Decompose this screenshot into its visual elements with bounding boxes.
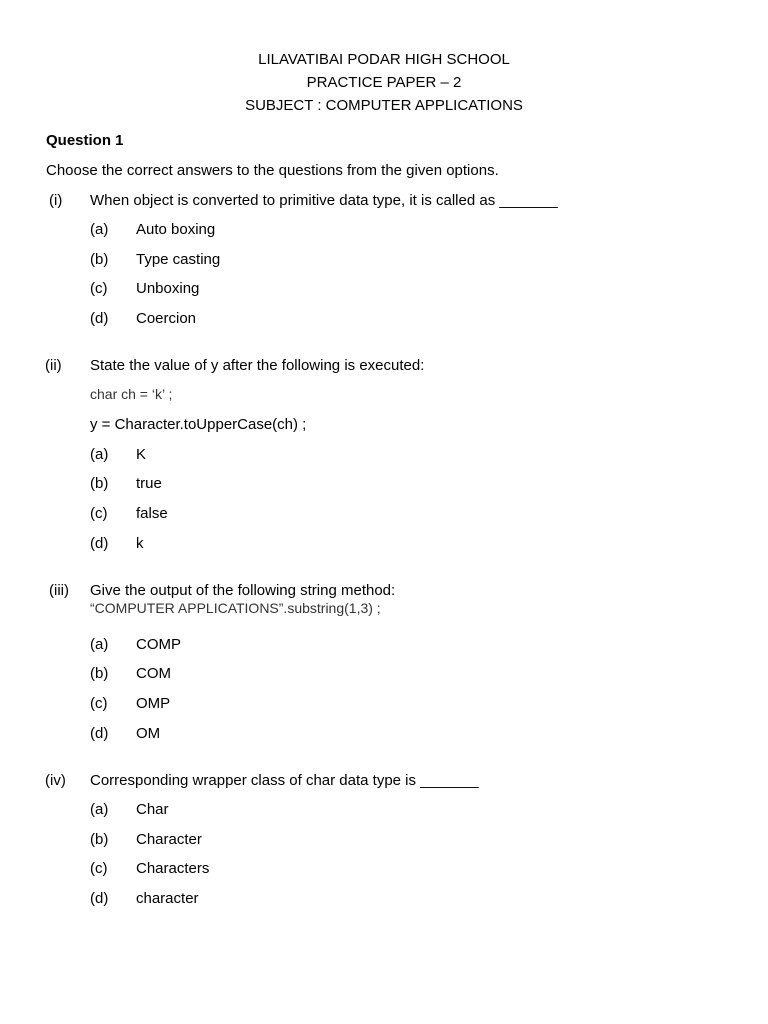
option-label: (c) <box>90 280 108 297</box>
option-label: (b) <box>90 475 109 492</box>
option-text: Character <box>136 831 202 848</box>
option-label: (a) <box>90 446 109 463</box>
option-text: false <box>136 505 168 522</box>
question-number: (i) <box>49 192 63 209</box>
option-label: (d) <box>90 535 109 552</box>
question-text: Give the output of the following string method: <box>90 582 396 599</box>
question-text: When object is converted to primitive data type, it is called as _______ <box>90 192 558 209</box>
option-text: character <box>136 890 199 907</box>
option-text: Characters <box>136 860 210 877</box>
option-text: Type casting <box>136 251 221 268</box>
option-text: OM <box>136 725 161 742</box>
option-label: (c) <box>90 505 108 522</box>
question-text: State the value of y after the following is executed: <box>90 357 425 374</box>
question-number: (iii) <box>49 582 69 599</box>
option-text: Coercion <box>136 310 197 327</box>
option-label: (d) <box>90 890 109 907</box>
option-label: (d) <box>90 725 109 742</box>
question-heading: Question 1 <box>46 132 124 149</box>
option-label: (b) <box>90 665 109 682</box>
code-line: char ch = ‘k’ ; <box>90 386 173 402</box>
option-text: OMP <box>136 695 171 712</box>
code-line: “COMPUTER APPLICATIONS”.substring(1,3) ; <box>90 600 381 616</box>
paper-title: PRACTICE PAPER – 2 <box>306 74 462 91</box>
option-text: k <box>136 535 144 552</box>
option-text: Unboxing <box>136 280 200 297</box>
option-label: (d) <box>90 310 109 327</box>
option-text: Auto boxing <box>136 221 216 238</box>
option-text: K <box>136 446 147 463</box>
option-text: COM <box>136 665 171 682</box>
instruction-text: Choose the correct answers to the questions from the given options. <box>46 162 499 179</box>
option-label: (b) <box>90 831 109 848</box>
code-line: y = Character.toUpperCase(ch) ; <box>90 416 307 433</box>
option-text: Char <box>136 801 169 818</box>
school-name: LILAVATIBAI PODAR HIGH SCHOOL <box>258 51 510 68</box>
option-label: (c) <box>90 695 108 712</box>
option-label: (a) <box>90 221 109 238</box>
option-label: (c) <box>90 860 108 877</box>
option-text: true <box>136 475 162 492</box>
question-number: (ii) <box>45 357 62 374</box>
option-label: (b) <box>90 251 109 268</box>
question-text: Corresponding wrapper class of char data type is _______ <box>90 772 479 789</box>
option-label: (a) <box>90 636 109 653</box>
subject-title: SUBJECT : COMPUTER APPLICATIONS <box>245 97 523 114</box>
option-label: (a) <box>90 801 109 818</box>
option-text: COMP <box>136 636 181 653</box>
question-number: (iv) <box>45 772 66 789</box>
